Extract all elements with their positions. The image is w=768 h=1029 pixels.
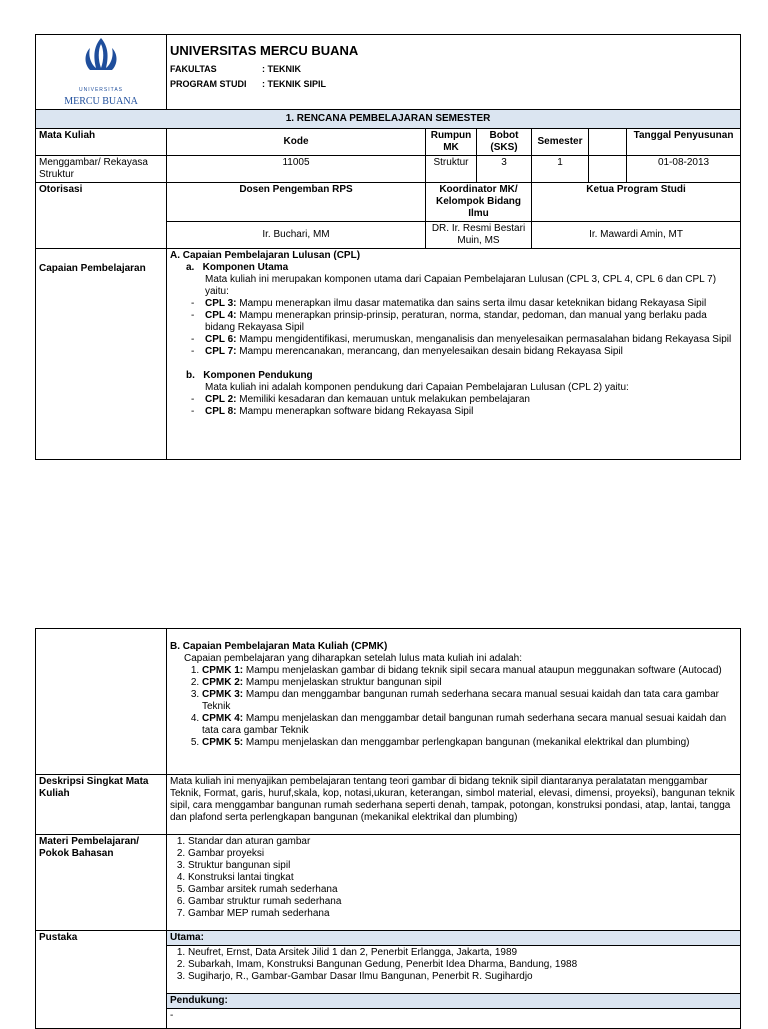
course-code: 11005 [167, 156, 426, 183]
pustaka-label: Pustaka [36, 931, 167, 1029]
course-semester: 1 [532, 156, 589, 183]
course-name: Menggambar/ Rekayasa Struktur [36, 156, 167, 183]
ketua-label: Ketua Program Studi [532, 183, 741, 222]
item-text: Mampu menerapkan prinsip-prinsip, peraturan, norma, standar, pedoman, dan manual yang berlaku pada bidang Rekayasa Sipil [205, 310, 707, 333]
deskripsi-label: Deskripsi Singkat Mata Kuliah [36, 775, 167, 835]
item-text: Memiliki kesadaran dan kemauan untuk melakukan pembelajaran [236, 394, 530, 405]
materi-content [167, 835, 741, 931]
deskripsi-text: Mata kuliah ini menyajikan pembelajaran tentang teori gambar di bidang teknik sipil diantaranya peralatatan menggambar Teknik, Format, garis, huruf,skala, kop, notasi,ukuran, keterangan, simbol material, elevasi, dimensi, proyeksi), bangunan teknik sipil, cara menggambar bangunan rumah sederhana seperti denah, tampak, potongan, konstruksi pondasi, atap, lantai, tangga dan plafond serta perlengkapan bangunan (mekanikal elektrikal dan plumbing) [167, 775, 741, 835]
tanggal-label: Tanggal Penyusunan [627, 129, 741, 156]
list-item [202, 737, 737, 749]
rumpun-label: Rumpun MK [426, 129, 477, 156]
list-item: 5. Gambar arsitek rumah sederhana [188, 884, 737, 896]
list-item: 7. Gambar MEP rumah sederhana [188, 908, 737, 920]
logo-cell [36, 35, 167, 110]
bobot-label: Bobot (SKS) [477, 129, 532, 156]
pustaka-pendukung-label: Pendukung: [167, 994, 741, 1009]
university-name: UNIVERSITAS MERCU BUANA [170, 43, 359, 58]
pustaka-utama-label: Utama: [167, 931, 741, 946]
dosen-label: Dosen Pengemban RPS [167, 183, 426, 222]
logo-small-text: UNIVERSITAS [79, 87, 123, 93]
item-code: CPL 8: [205, 406, 237, 417]
cpl-a-intro: Mata kuliah ini merupakan komponen utama dari Capaian Pembelajaran Lulusan (CPL 3, CPL 4, CPL 6 dan CPL 7) yaitu: [205, 274, 717, 297]
cpl-a-list [170, 298, 737, 358]
fakultas-label: FAKULTAS [170, 64, 217, 74]
logo-text: MERCU BUANA [64, 96, 138, 107]
capaian-label: Capaian Pembelajaran [36, 249, 167, 460]
list-item [202, 677, 737, 689]
pustaka-utama-content [167, 946, 741, 994]
cpl-title: A. Capaian Pembelajaran Lulusan (CPL) [170, 250, 361, 261]
koordinator-label: Koordinator MK/ Kelompok Bidang Ilmu [426, 183, 532, 222]
list-item [205, 406, 737, 418]
list-item [205, 298, 737, 310]
course-bobot: 3 [477, 156, 532, 183]
list-item: 3. Struktur bangunan sipil [188, 860, 737, 872]
item-code: CPMK 4: [202, 713, 244, 724]
cpl-content [167, 249, 741, 460]
item-text: Mampu menjelaskan gambar di bidang teknik sipil secara manual ataupun meggunakan software (Autocad) [243, 665, 722, 676]
rps-detail-table [35, 628, 741, 1029]
cpmk-title: B. Capaian Pembelajaran Mata Kuliah (CPMK) [170, 641, 388, 652]
cpmk-list [170, 665, 737, 749]
item-text: Mampu menerapkan ilmu dasar matematika dan sains serta ilmu dasar keteknikan bidang Rekayasa Sipil [236, 298, 707, 309]
fakultas-value: : TEKNIK [262, 64, 301, 74]
list-item [202, 665, 737, 677]
item-code: CPL 6: [205, 334, 237, 345]
rps-header-table [35, 34, 741, 460]
list-item: 1. Neufret, Ernst, Data Arsitek Jilid 1 dan 2, Penerbit Erlangga, Jakarta, 1989 [188, 947, 737, 959]
list-item: 3. Sugiharjo, R., Gambar-Gambar Dasar Ilmu Bangunan, Penerbit R. Sugihardjo [188, 971, 737, 983]
item-text: Mampu dan menggambar bangunan rumah sederhana secara manual sesuai kaidah dan tata cara gambar Teknik [202, 689, 719, 712]
kode-label: Kode [167, 129, 426, 156]
koordinator-name: DR. Ir. Resmi Bestari Muin, MS [426, 222, 532, 249]
cpmk-intro: Capaian pembelajaran yang diharapkan setelah lulus mata kuliah ini adalah: [184, 653, 523, 664]
list-item [205, 310, 737, 334]
item-code: CPMK 1: [202, 665, 244, 676]
empty-cell [589, 156, 627, 183]
list-item [202, 713, 737, 737]
cpl-a-title: a. Komponen Utama [186, 262, 289, 273]
list-item [205, 346, 737, 358]
semester-label: Semester [532, 129, 589, 156]
list-item: 2. Gambar proyeksi [188, 848, 737, 860]
item-code: CPMK 2: [202, 677, 244, 688]
course-rumpun: Struktur [426, 156, 477, 183]
prodi-value: : TEKNIK SIPIL [262, 79, 327, 89]
item-text: Mampu mengidentifikasi, merumuskan, menganalisis dan menyelesaikan permasalahan bidang Rekayasa Sipil [236, 334, 732, 345]
list-item: 1. Standar dan aturan gambar [188, 836, 737, 848]
item-text: Mampu merencanakan, merancang, dan menyelesaikan desain bidang Rekayasa Sipil [236, 346, 623, 357]
faculty-info [170, 63, 737, 90]
pustaka-utama-list [170, 947, 737, 983]
item-text: Mampu menjelaskan dan menggambar detail bangunan rumah sederhana secara manual sesuai kaidah dan tata cara gambar Teknik [202, 713, 727, 736]
item-text: Mampu menerapkan software bidang Rekayasa Sipil [236, 406, 474, 417]
empty-cell [36, 629, 167, 775]
item-text: Mampu menjelaskan dan menggambar perlengkapan bangunan (mekanikal elektrikal dan plumbing) [243, 737, 690, 748]
item-code: CPMK 5: [202, 737, 244, 748]
item-code: CPL 2: [205, 394, 237, 405]
list-item [205, 334, 737, 346]
list-item [205, 394, 737, 406]
materi-label: Materi Pembelajaran/ Pokok Bahasan [36, 835, 167, 931]
item-text: Mampu menjelaskan struktur bangunan sipil [243, 677, 442, 688]
cpl-b-list [170, 394, 737, 418]
cpl-b-title: b. Komponen Pendukung [186, 370, 313, 381]
institution-cell [167, 35, 741, 110]
mata-kuliah-label: Mata Kuliah [36, 129, 167, 156]
materi-list [170, 836, 737, 920]
cpl-b-intro: Mata kuliah ini adalah komponen pendukung dari Capaian Pembelajaran Lulusan (CPL 2) yaitu: [205, 382, 629, 393]
ketua-name: Ir. Mawardi Amin, MT [532, 222, 741, 249]
course-tanggal: 01-08-2013 [627, 156, 741, 183]
prodi-label: PROGRAM STUDI [170, 79, 247, 89]
otorisasi-label: Otorisasi [36, 183, 167, 249]
item-code: CPL 3: [205, 298, 237, 309]
list-item [202, 689, 737, 713]
mercu-buana-logo-icon [66, 36, 136, 84]
item-code: CPL 4: [205, 310, 237, 321]
pustaka-pendukung-text: - [167, 1009, 741, 1029]
list-item: 2. Subarkah, Imam, Konstruksi Bangunan Gedung, Penerbit Idea Dharma, Bandung, 1988 [188, 959, 737, 971]
list-item: 4. Konstruksi lantai tingkat [188, 872, 737, 884]
list-item: 6. Gambar struktur rumah sederhana [188, 896, 737, 908]
dosen-name: Ir. Buchari, MM [167, 222, 426, 249]
item-code: CPL 7: [205, 346, 237, 357]
item-code: CPMK 3: [202, 689, 244, 700]
section-title: 1. RENCANA PEMBELAJARAN SEMESTER [36, 110, 741, 129]
empty-cell [589, 129, 627, 156]
cpmk-content [167, 629, 741, 775]
